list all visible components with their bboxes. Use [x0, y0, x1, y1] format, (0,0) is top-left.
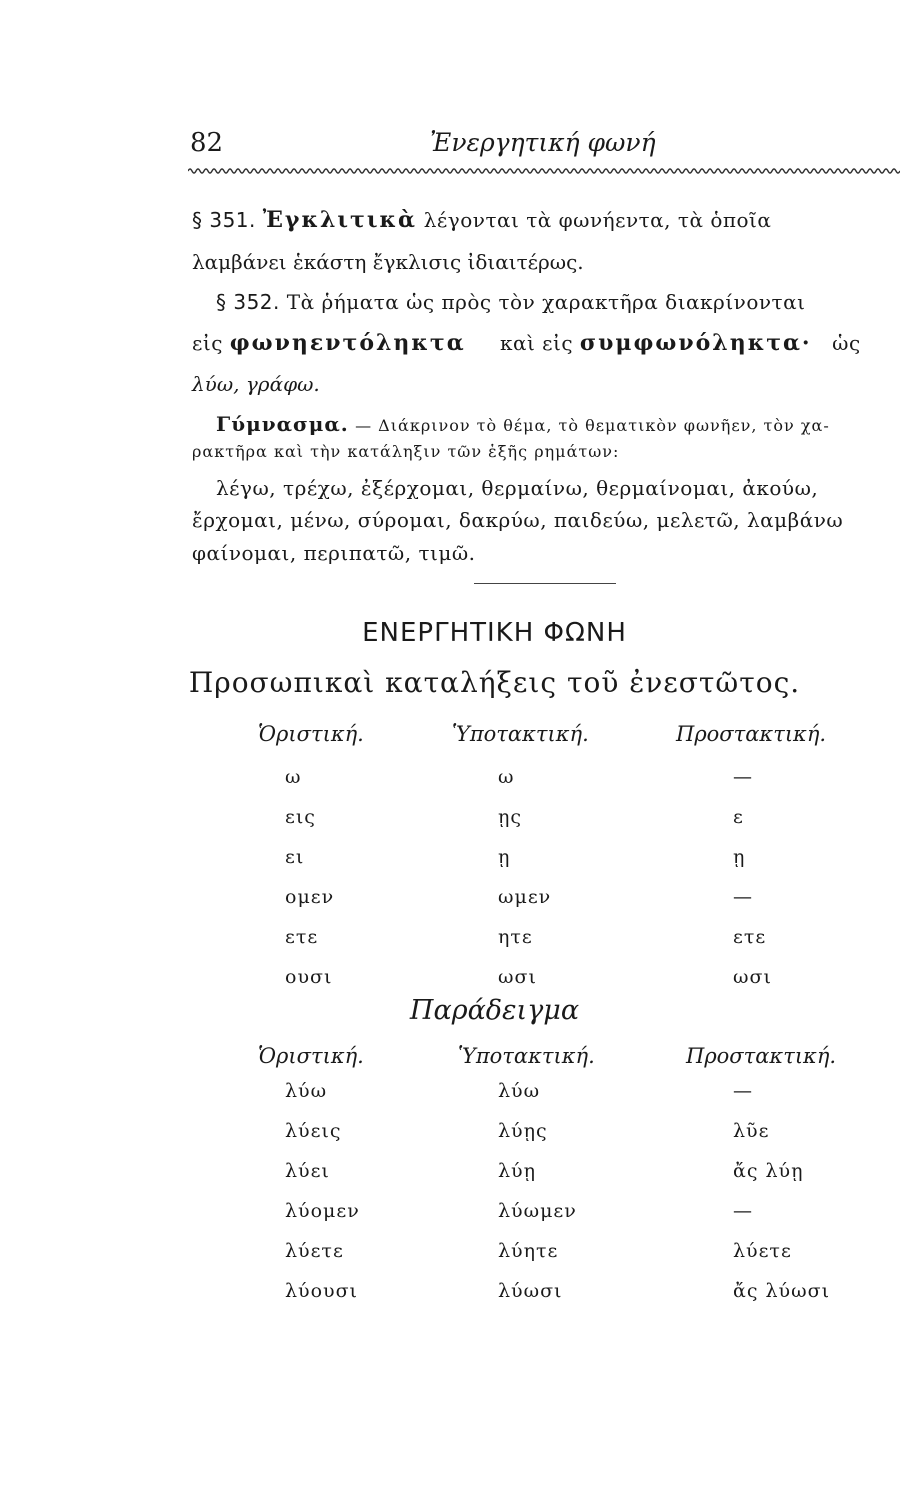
table-cell: — [733, 886, 753, 908]
text-fragment: εἰς [192, 331, 223, 355]
paragraph-text: Τὰ ῥήματα ὡς πρὸς τὸν χαρακτῆρα διακρίνονται [286, 290, 806, 314]
table-cell: ῃ [498, 846, 511, 868]
table-cell: λῦε [733, 1120, 770, 1142]
table-cell: ετε [285, 926, 319, 948]
table-cell: ομεν [285, 886, 335, 908]
bold-term: Ἐγκλιτικὰ [262, 207, 417, 233]
table-cell: λύωσι [498, 1280, 563, 1302]
table-cell: ωμεν [498, 886, 552, 908]
table-cell: λύετε [285, 1240, 344, 1262]
column-header-imperative: Προστακτική. [676, 722, 827, 746]
page-number: 82 [190, 128, 224, 158]
column-header-subjunctive: Ὑποτακτική. [458, 1044, 595, 1068]
table-cell: λύει [285, 1160, 330, 1182]
main-heading: ΕΝΕΡΓΗΤΙΚΗ ΦΩΝΗ [362, 618, 627, 648]
table-cell: ουσι [285, 966, 333, 988]
table-cell: ἄς λύῃ [733, 1160, 804, 1182]
wavy-rule [188, 165, 900, 177]
exercise-text: — Διάκρινον τὸ θέμα, τὸ θεματικὸν φωνῆεν, τὸν χα- [355, 416, 830, 435]
column-header-indicative: Ὁριστική. [258, 1044, 364, 1068]
table-cell: ωσι [733, 966, 772, 988]
column-header-indicative: Ὁριστική. [258, 722, 364, 746]
verb-list-line-3: φαίνομαι, περιπατῶ, τιμῶ. [192, 541, 476, 565]
exercise-line-1 [216, 412, 830, 436]
table-cell: εις [285, 806, 316, 828]
page-header [190, 128, 890, 168]
table-cell: ητε [498, 926, 533, 948]
paragraph-352 [216, 290, 909, 314]
table-cell: ῃ [733, 846, 746, 868]
verb-list-line-1: λέγω, τρέχω, ἐξέρχομαι, θερμαίνω, θερμαίνομαι, ἀκούω, [216, 476, 819, 500]
bold-term: συμφωνόληκτα· [579, 330, 812, 356]
table-cell: — [733, 1080, 753, 1102]
table-cell: ωσι [498, 966, 537, 988]
table-cell: λύωμεν [498, 1200, 577, 1222]
table-cell: ετε [733, 926, 767, 948]
sub-heading: Προσωπικαὶ καταλήξεις τοῦ ἐνεστῶτος. [188, 666, 801, 699]
paragraph-text: λέγονται τὰ φωνήεντα, τὰ ὁποῖα [423, 208, 772, 232]
table-cell: λύω [285, 1080, 328, 1102]
verb-list-line-2: ἔρχομαι, μένω, σύρομαι, δακρύω, παιδεύω, μελετῶ, λαμβάνω [192, 508, 844, 532]
section-number: § 352. [216, 290, 280, 314]
running-title: Ἐνεργητική φωνή [430, 128, 656, 157]
table-cell: ῃς [498, 806, 523, 828]
table-cell: ε [733, 806, 744, 828]
section-number: § 351. [192, 208, 256, 232]
table-cell: λύουσι [285, 1280, 359, 1302]
table-cell: ἄς λύωσι [733, 1280, 831, 1302]
paragraph-352-line-2 [192, 330, 907, 356]
bold-term: φωνηεντόληκτα [229, 330, 466, 356]
exercise-line-2: ρακτῆρα καὶ τὴν κατάληξιν τῶν ἑξῆς ρημάτων: [192, 442, 620, 461]
exercise-label: Γύμνασμα. [216, 412, 349, 436]
paragraph-351-line-2: λαμβάνει ἑκάστη ἔγκλισις ἰδιαιτέρως. [192, 250, 584, 274]
table-cell: λύετε [733, 1240, 792, 1262]
table-cell: — [733, 1200, 753, 1222]
table-cell: — [733, 766, 753, 788]
section-divider [474, 583, 616, 584]
paragraph-351 [192, 207, 907, 233]
text-fragment: ὡς [832, 331, 861, 355]
example-heading: Παράδειγμα [409, 995, 580, 1026]
table-cell: λύῃς [498, 1120, 548, 1142]
table-cell: λύητε [498, 1240, 559, 1262]
table-cell: λύομεν [285, 1200, 360, 1222]
table-cell: λύω [498, 1080, 541, 1102]
table-cell: λύεις [285, 1120, 342, 1142]
table-cell: ω [285, 766, 302, 788]
column-header-subjunctive: Ὑποτακτική. [452, 722, 589, 746]
paragraph-352-line-3: λύω, γράφω. [192, 372, 320, 396]
table-cell: ει [285, 846, 305, 868]
column-header-imperative: Προστακτική. [686, 1044, 837, 1068]
text-fragment: καὶ εἰς [499, 331, 574, 355]
table-cell: ω [498, 766, 515, 788]
table-cell: λύῃ [498, 1160, 536, 1182]
